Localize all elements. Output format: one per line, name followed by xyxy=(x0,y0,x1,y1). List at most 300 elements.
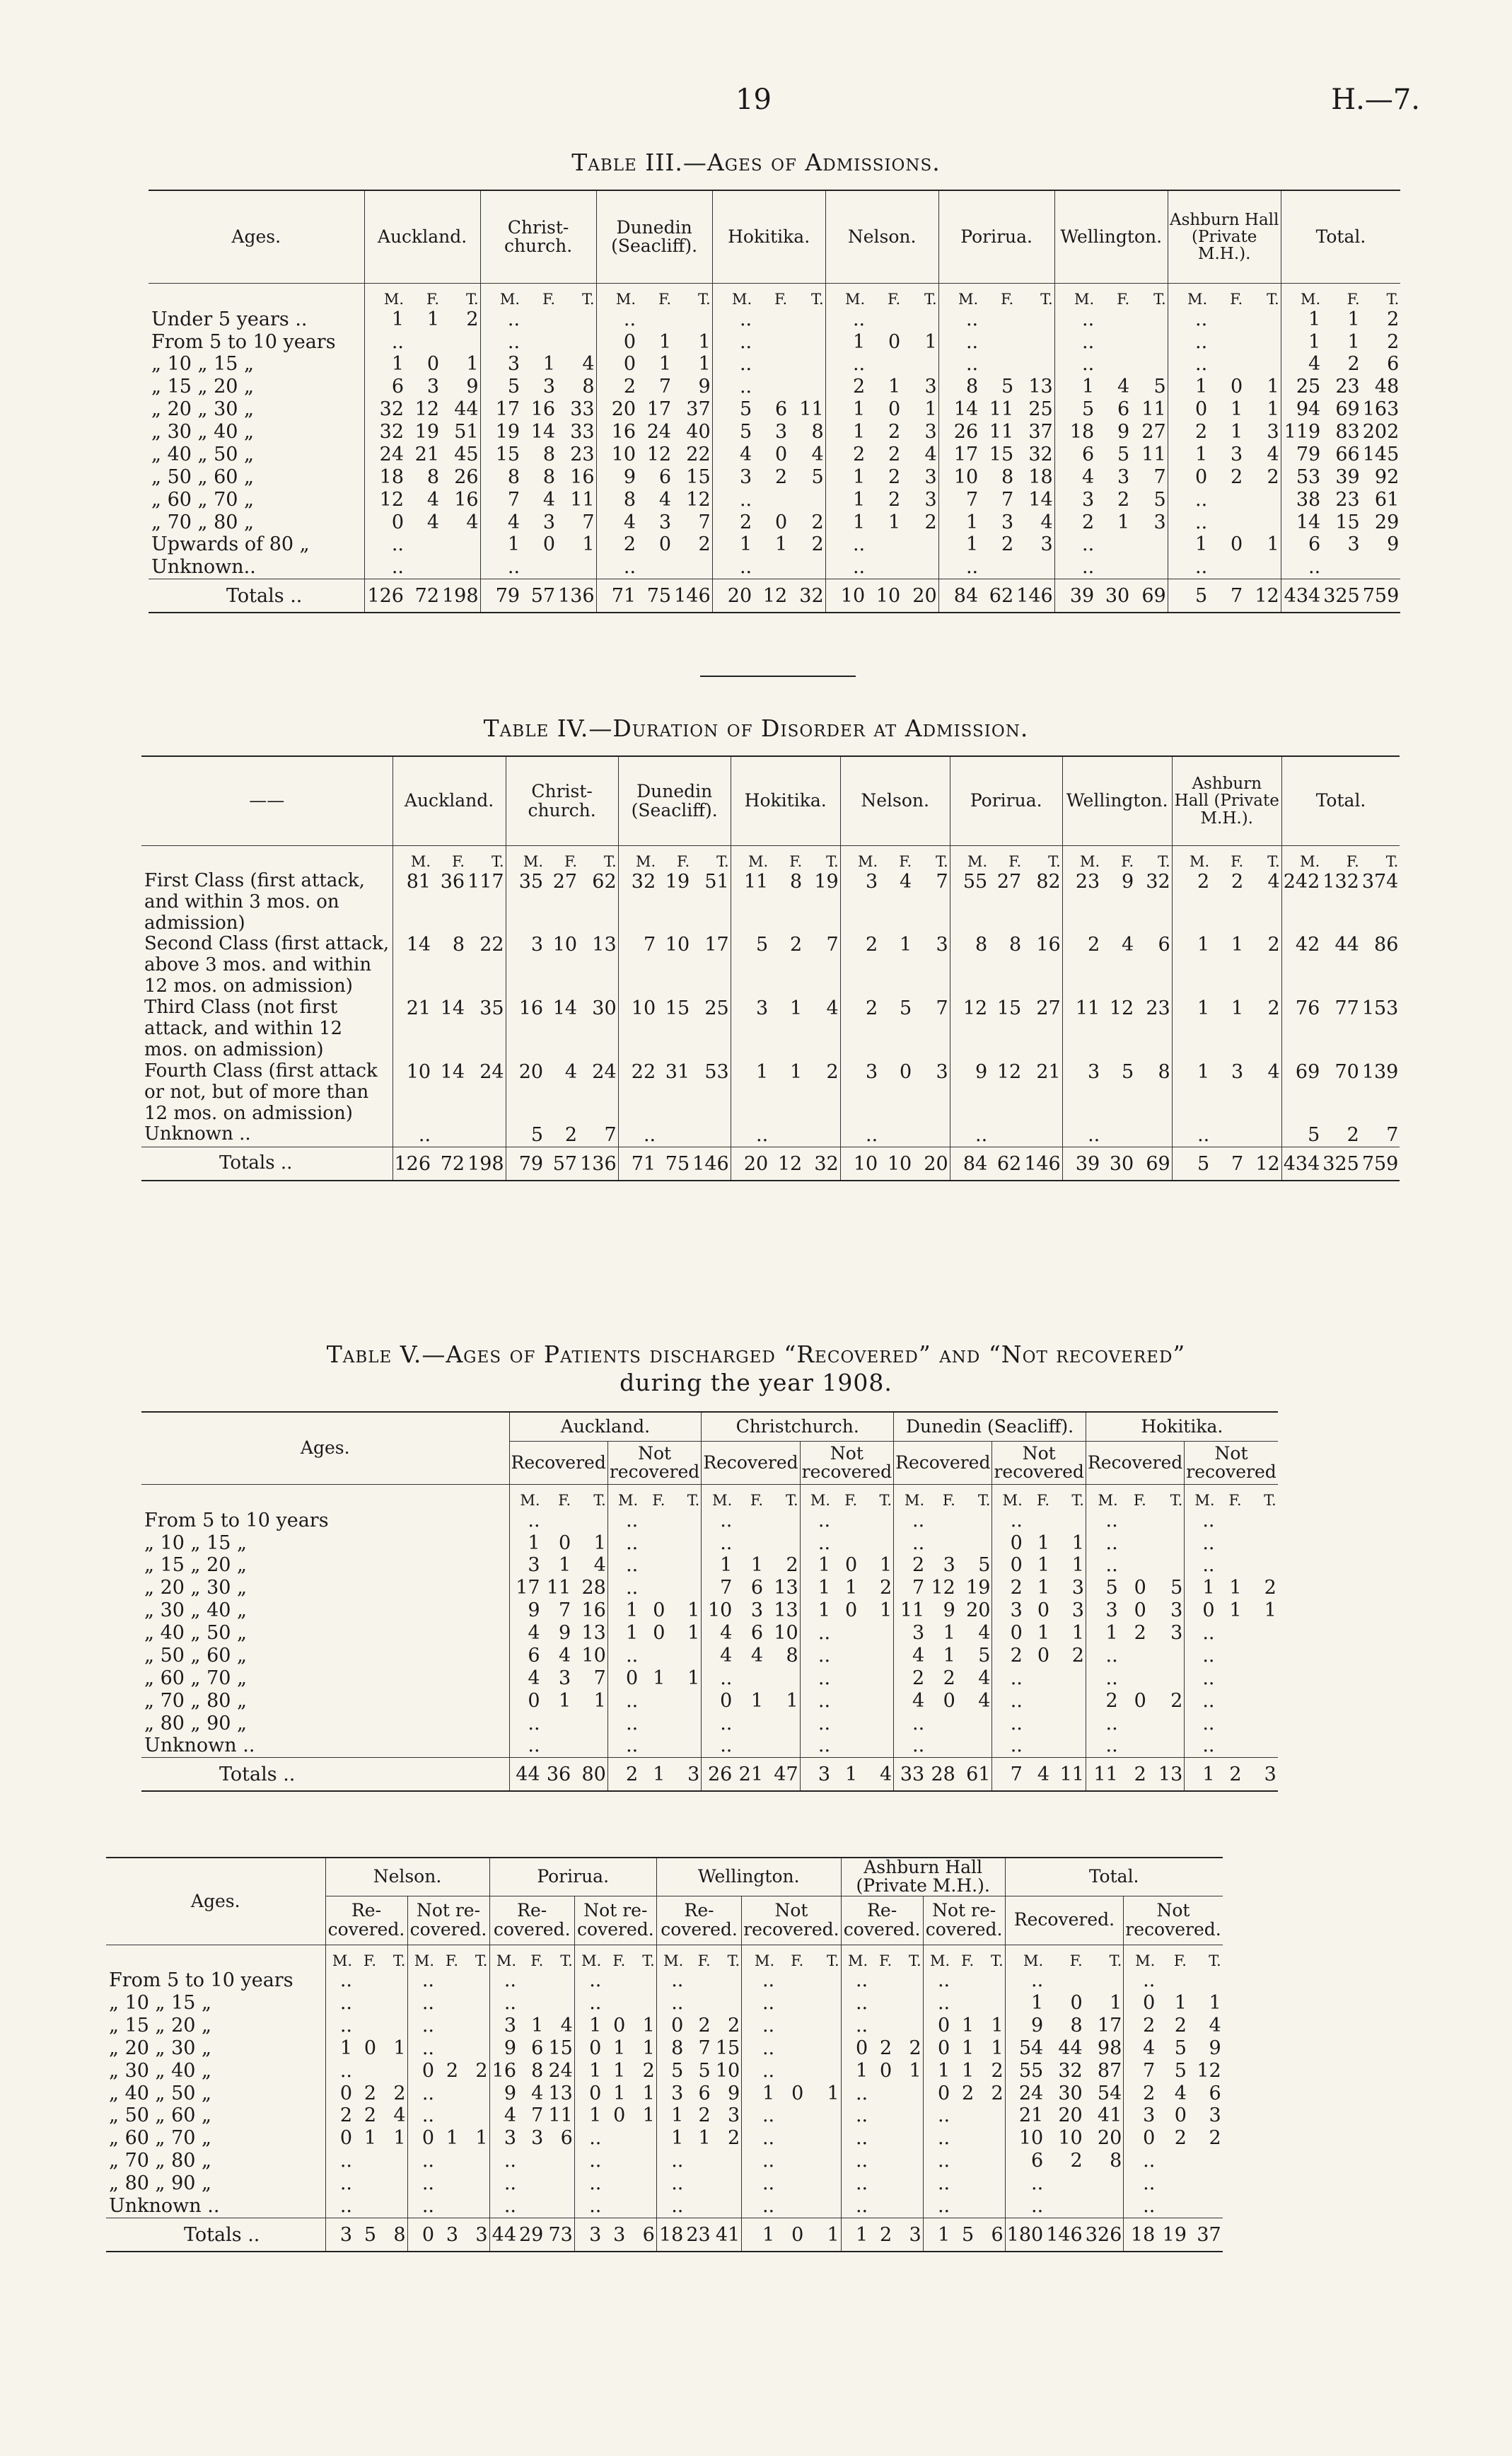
cell-value: 1 xyxy=(938,533,979,556)
cell-value: .. xyxy=(742,2015,776,2037)
cell-value: .. xyxy=(1054,353,1095,376)
cell-value xyxy=(789,556,825,579)
cell-value: .. xyxy=(325,1992,354,2015)
cell-value: 61 xyxy=(1374,488,1400,511)
cell-value: 1 xyxy=(923,2218,951,2251)
mft-label: F. xyxy=(1347,291,1360,308)
cell-value xyxy=(1015,308,1054,331)
corner-header: —— xyxy=(141,756,392,846)
cell-value: 1 xyxy=(1229,1599,1242,1622)
cell-value xyxy=(733,1667,764,1690)
totals-label: Totals .. xyxy=(149,579,364,613)
cell-value: 3 xyxy=(1040,533,1053,556)
cell-value: 0 xyxy=(653,1622,665,1645)
col-christchurch: Christ- church. xyxy=(506,756,618,846)
cell-value: 16 xyxy=(581,1599,606,1622)
cell-value: 2 xyxy=(1054,511,1095,534)
cell-value: 8 xyxy=(811,421,824,444)
cell-value: 4 xyxy=(894,1645,926,1667)
cell-value: 0 xyxy=(774,443,788,465)
cell-value: 11 xyxy=(548,2104,573,2127)
row-label: „ 60 „ 70 „ xyxy=(109,2127,212,2150)
cell-value: 12 xyxy=(1197,2059,1221,2082)
sub-not-recovered: Not recovered. xyxy=(742,1896,841,1945)
mft-label: F. xyxy=(1133,1492,1146,1509)
cell-value: 3 xyxy=(1086,1599,1119,1622)
cell-value xyxy=(1243,1510,1278,1532)
cell-value: .. xyxy=(407,1992,436,2015)
cell-value: 44 xyxy=(1058,2037,1083,2059)
cell-value: 0 xyxy=(923,2037,951,2060)
cell-value: .. xyxy=(1124,2195,1157,2218)
mft-header-row xyxy=(106,1945,1223,1969)
cell-value: 62 xyxy=(989,1147,1023,1181)
cell-value: 2 xyxy=(1347,353,1360,376)
cell-value: 1 xyxy=(698,353,711,376)
cell-value: 325 xyxy=(1322,579,1361,613)
cell-value: 146 xyxy=(691,1147,731,1181)
cell-value xyxy=(354,1969,378,1992)
cell-value xyxy=(1156,2150,1188,2172)
cell-value: .. xyxy=(938,353,979,376)
cell-value xyxy=(1120,1645,1148,1667)
cell-value: 5 xyxy=(1170,1577,1183,1599)
sub-recovered: Re- covered. xyxy=(656,1896,741,1945)
cell-value: 1 xyxy=(825,331,866,354)
cell-value xyxy=(666,1577,701,1599)
sub-recovered: Re- covered. xyxy=(841,1896,923,1945)
cell-value: 434 xyxy=(1281,1147,1321,1181)
cell-value: 1 xyxy=(961,2014,975,2037)
cell-value: 87 xyxy=(1097,2059,1122,2082)
cell-value: 8 xyxy=(596,489,637,511)
cell-value xyxy=(913,1124,950,1147)
row-label: From 5 to 10 years xyxy=(109,1969,293,1992)
cell-value xyxy=(354,1992,378,2015)
sub-recovered: Re- covered. xyxy=(489,1896,574,1945)
cell-value: 1 xyxy=(790,997,803,1020)
mft-label: F. xyxy=(961,1952,975,1969)
mft-label: F. xyxy=(1069,1952,1083,1969)
cell-value: .. xyxy=(894,1532,926,1555)
cell-value: .. xyxy=(656,2150,685,2172)
cell-value: 1 xyxy=(475,2127,488,2150)
col-hokitika: Hokitika. xyxy=(712,190,825,284)
cell-value: .. xyxy=(1086,1667,1119,1690)
cell-value: 33 xyxy=(570,421,595,444)
cell-value: 1 xyxy=(1071,1531,1084,1554)
cell-value: 1 xyxy=(909,2059,921,2082)
cell-value: 36 xyxy=(440,870,465,893)
cell-value xyxy=(1156,1969,1188,1992)
cell-value: .. xyxy=(1086,1734,1119,1757)
table-row xyxy=(141,1532,1278,1555)
cell-value: 0 xyxy=(1185,1599,1216,1622)
mft-label: M. xyxy=(938,284,979,308)
cell-value: 9 xyxy=(509,1599,542,1622)
cell-value xyxy=(776,2150,805,2172)
col-porirua: Porirua. xyxy=(938,190,1054,284)
mft-label: T. xyxy=(475,1952,488,1969)
mft-label: F. xyxy=(844,1492,858,1509)
cell-value: 9 xyxy=(698,376,711,398)
cell-value: 5 xyxy=(698,2059,711,2082)
cell-value: 2 xyxy=(1267,465,1279,488)
cell-value: 2 xyxy=(869,2218,893,2251)
cell-value: 26 xyxy=(938,421,979,444)
table-v-part-b xyxy=(106,1857,1223,2252)
mft-label: F. xyxy=(1230,291,1243,308)
cell-value: 3 xyxy=(924,465,937,488)
cell-value: 26 xyxy=(454,465,479,488)
cell-value xyxy=(436,2172,460,2195)
cell-value: 2 xyxy=(698,2104,711,2127)
cell-value xyxy=(1243,1532,1278,1555)
cell-value xyxy=(521,331,557,354)
cell-value: 3 xyxy=(800,1758,832,1791)
cell-value: 4 xyxy=(1209,2014,1221,2037)
cell-value: 1 xyxy=(1231,934,1244,956)
cell-value: .. xyxy=(1054,331,1095,354)
cell-value: 1 xyxy=(1117,511,1130,533)
table-row xyxy=(106,2037,1223,2060)
cell-value: .. xyxy=(574,1969,603,1992)
cell-value: .. xyxy=(841,2015,869,2037)
cell-value: .. xyxy=(596,308,637,331)
cell-value: 1 xyxy=(698,330,711,353)
cell-value: 1 xyxy=(888,511,901,533)
cell-value: 2 xyxy=(991,2082,1004,2104)
cell-value: 15 xyxy=(1335,511,1360,533)
cell-value xyxy=(957,1510,992,1532)
cell-value xyxy=(776,1969,805,1992)
cell-value xyxy=(639,1554,666,1577)
cell-value: 1 xyxy=(613,2037,626,2059)
cell-value: 4 xyxy=(924,443,937,465)
cell-value: 17 xyxy=(646,398,672,421)
cell-value: 36 xyxy=(542,1758,573,1791)
cell-value: 8 xyxy=(1110,2150,1122,2172)
cell-value: 2 xyxy=(992,1577,1024,1599)
cell-value: 6 xyxy=(531,2037,544,2059)
cell-value xyxy=(1216,1713,1243,1735)
row-label: „ 15 „ 20 „ xyxy=(144,1554,248,1577)
cell-value: 23 xyxy=(1062,871,1101,934)
cell-value: 3 xyxy=(460,2218,489,2251)
mft-label: M. xyxy=(712,284,753,308)
cell-value xyxy=(685,1969,711,1992)
cell-value: 4 xyxy=(702,1622,734,1645)
cell-value: 13 xyxy=(774,1577,798,1599)
cell-value xyxy=(859,1645,893,1667)
row-label: „ 70 „ 80 „ xyxy=(151,511,255,533)
cell-value: .. xyxy=(1185,1645,1216,1667)
cell-value: 2 xyxy=(1172,871,1211,934)
cell-value: 4 xyxy=(1267,1060,1280,1083)
cell-value: 1 xyxy=(825,421,866,444)
row-label: Unknown .. xyxy=(144,1734,255,1757)
cell-value: 0 xyxy=(845,1599,858,1622)
cell-value xyxy=(869,2150,893,2172)
cell-value xyxy=(805,2195,841,2218)
cell-value: 0 xyxy=(364,511,405,534)
cell-value: 1 xyxy=(639,1758,666,1791)
table-row xyxy=(141,1577,1278,1599)
cell-value: 3 xyxy=(506,934,545,997)
cell-value xyxy=(1361,556,1401,579)
cell-value: 4 xyxy=(489,2104,518,2127)
cell-value xyxy=(441,331,480,354)
cell-value: 3 xyxy=(666,1758,701,1791)
cell-value: 4 xyxy=(1117,376,1130,398)
totals-label: Totals .. xyxy=(141,1147,392,1181)
sub-not-recovered: Not recovered xyxy=(800,1442,893,1485)
col-wellington: Wellington. xyxy=(1054,190,1168,284)
cell-value: 15 xyxy=(665,997,690,1020)
cell-value: 3 xyxy=(1117,465,1130,488)
cell-value: 139 xyxy=(1361,1060,1399,1083)
cell-value: .. xyxy=(825,533,866,556)
cell-value: 9 xyxy=(1117,421,1130,444)
cell-value: 12 xyxy=(996,1060,1022,1083)
cell-value: 1 xyxy=(1185,1577,1216,1599)
cell-value xyxy=(1131,533,1168,556)
cell-value xyxy=(951,2195,975,2218)
cell-value: 61 xyxy=(957,1758,992,1791)
cell-value xyxy=(893,2172,923,2195)
cell-value: .. xyxy=(742,2037,776,2060)
cell-value: 1 xyxy=(1185,1758,1216,1791)
cell-value: 2 xyxy=(564,1124,578,1147)
cell-value xyxy=(879,1124,913,1147)
row-label: „ 80 „ 90 „ xyxy=(109,2172,212,2194)
cell-value: .. xyxy=(1172,1124,1211,1147)
cell-value: 17 xyxy=(1097,2014,1122,2037)
cell-value: .. xyxy=(938,308,979,331)
cell-value: 8 xyxy=(452,934,465,956)
cell-value: .. xyxy=(574,2127,603,2150)
cell-value: 0 xyxy=(1168,466,1209,489)
cell-value xyxy=(1131,556,1168,579)
mft-spacer xyxy=(106,1945,325,1969)
cell-value: 9 xyxy=(489,2037,518,2060)
mft-label: M. xyxy=(840,846,879,871)
cell-value: 8 xyxy=(542,443,556,465)
table-row xyxy=(141,1690,1278,1713)
cell-value: 76 xyxy=(1281,997,1321,1061)
cell-value xyxy=(1120,1554,1148,1577)
cell-value xyxy=(753,331,789,354)
cell-value xyxy=(979,308,1015,331)
mft-label: F. xyxy=(446,1952,458,1969)
cell-value: 0 xyxy=(992,1532,1024,1555)
cell-value: 19 xyxy=(966,1577,991,1599)
cell-value: 3 xyxy=(774,421,788,444)
mft-label: M. xyxy=(1054,284,1095,308)
cell-value: 1 xyxy=(800,1577,832,1599)
cell-value: 54 xyxy=(1097,2082,1122,2104)
cell-value: 2 xyxy=(1267,997,1280,1020)
cell-value: 25 xyxy=(1028,398,1053,421)
cell-value: 55 xyxy=(950,871,989,934)
cell-value: 1 xyxy=(364,353,405,376)
cell-value xyxy=(627,2150,656,2172)
cell-value: 1 xyxy=(786,1689,798,1712)
cell-value: 0 xyxy=(509,1690,542,1713)
cell-value: 62 xyxy=(592,870,617,893)
col-auckland: Auckland. xyxy=(392,756,506,846)
cell-value: 1 xyxy=(607,1599,639,1622)
col-auckland: Auckland. xyxy=(364,190,480,284)
cell-value: 22 xyxy=(686,443,711,465)
mft-label: M. xyxy=(618,846,657,871)
sub-not-recovered: Not re- covered. xyxy=(923,1896,1005,1945)
cell-value xyxy=(764,1532,800,1555)
mft-label: T. xyxy=(811,291,824,308)
cell-value: 1 xyxy=(845,1577,858,1599)
cell-value xyxy=(603,2127,627,2150)
cell-value xyxy=(1148,1713,1185,1735)
cell-value xyxy=(951,1969,975,1992)
cell-value: .. xyxy=(840,1124,879,1147)
cell-value xyxy=(436,1992,460,2015)
cell-value xyxy=(1209,556,1244,579)
cell-value: 3 xyxy=(325,2218,354,2251)
cell-value xyxy=(979,353,1015,376)
cell-value: 6 xyxy=(1054,444,1095,466)
cell-value xyxy=(1243,1690,1278,1713)
cell-value: .. xyxy=(325,1969,354,1992)
cell-value: 12 xyxy=(686,488,711,511)
cell-value: 0 xyxy=(888,330,901,353)
cell-value xyxy=(441,533,480,556)
table-row xyxy=(141,1645,1278,1667)
cell-value: 82 xyxy=(1036,870,1061,893)
cell-value: 39 xyxy=(1062,1147,1101,1181)
cell-value: 7 xyxy=(604,1124,617,1147)
cell-value xyxy=(1120,1713,1148,1735)
cell-value xyxy=(712,2172,742,2195)
cell-value: .. xyxy=(1185,1622,1216,1645)
cell-value xyxy=(627,2127,656,2150)
cell-value: 18 xyxy=(1124,2218,1157,2251)
cell-value: 1 xyxy=(1168,533,1209,556)
table-row xyxy=(149,533,1400,556)
table-row xyxy=(141,997,1400,1061)
cell-value: 9 xyxy=(1005,2015,1045,2037)
cell-value: 7 xyxy=(992,1758,1024,1791)
cell-value: 12 xyxy=(753,579,789,613)
row-label: „ 20 „ 30 „ xyxy=(109,2037,212,2059)
cell-value: 8 xyxy=(786,1644,798,1667)
cell-value xyxy=(405,331,441,354)
cell-value xyxy=(1131,308,1168,331)
cell-value: .. xyxy=(923,2150,951,2172)
mft-label: T. xyxy=(1158,853,1170,870)
cell-value: .. xyxy=(1168,331,1209,354)
cell-value: 25 xyxy=(704,997,729,1020)
cell-value: 1 xyxy=(1267,533,1279,556)
cell-value xyxy=(1243,1622,1278,1645)
cell-value xyxy=(764,1667,800,1690)
cell-value xyxy=(460,2037,489,2060)
cell-value: 326 xyxy=(1084,2218,1124,2251)
cell-value: 0 xyxy=(845,1554,858,1577)
cell-value xyxy=(1120,1667,1148,1690)
cell-value: 22 xyxy=(479,934,504,956)
cell-value xyxy=(866,556,902,579)
cell-value xyxy=(542,1510,573,1532)
cell-value: 5 xyxy=(480,376,521,398)
cell-value: 1 xyxy=(1209,1992,1221,2015)
cell-value: .. xyxy=(800,1645,832,1667)
col-wellington: Wellington. xyxy=(656,1858,841,1896)
cell-value: 47 xyxy=(764,1758,800,1791)
mft-label: F. xyxy=(750,1492,764,1509)
cell-value: 20 xyxy=(731,1147,769,1181)
cell-value: 3 xyxy=(924,488,937,511)
sub-not-recovered: Not recovered. xyxy=(1124,1896,1223,1945)
cell-value xyxy=(712,2150,742,2172)
cell-value xyxy=(893,1969,923,1992)
cell-value: 81 xyxy=(392,871,432,934)
cell-value: 20 xyxy=(506,1061,545,1125)
cell-value: 3 xyxy=(1170,1599,1183,1622)
cell-value xyxy=(378,2195,407,2218)
cell-value xyxy=(1243,1554,1278,1577)
cell-value: 0 xyxy=(923,2083,951,2105)
cell-value: 71 xyxy=(618,1147,657,1181)
cell-value xyxy=(557,556,596,579)
cell-value: 20 xyxy=(596,398,637,421)
cell-value: 11 xyxy=(1062,997,1101,1061)
cell-value: 4 xyxy=(894,1690,926,1713)
cell-value: 0 xyxy=(1124,1992,1157,2015)
cell-value: 4 xyxy=(564,1060,578,1083)
row-label: „ 40 „ 50 „ xyxy=(151,443,255,465)
cell-value: 14 xyxy=(440,1060,465,1083)
mft-label: F. xyxy=(1231,853,1244,870)
cell-value: 7 xyxy=(1124,2060,1157,2083)
cell-value: .. xyxy=(702,1734,734,1757)
table-v-part-a-block xyxy=(141,1411,1278,1792)
cell-value xyxy=(603,2150,627,2172)
cell-value: 4 xyxy=(712,444,753,466)
cell-value: 4 xyxy=(978,1667,991,1689)
mft-label: F. xyxy=(774,291,788,308)
cell-value: 1 xyxy=(1037,1622,1050,1645)
table-row xyxy=(106,2172,1223,2195)
cell-value: 0 xyxy=(607,1667,639,1690)
cell-value: 1 xyxy=(1172,934,1211,997)
cell-value: 8 xyxy=(542,465,556,488)
mft-label: F. xyxy=(1121,853,1134,870)
cell-value: .. xyxy=(800,1713,832,1735)
cell-value: 1 xyxy=(656,2104,685,2127)
cell-value xyxy=(1024,1713,1051,1735)
cell-value: 3 xyxy=(728,2104,740,2127)
cell-value: 5 xyxy=(1122,1060,1134,1083)
cell-value: 10 xyxy=(392,1061,432,1125)
cell-value: 4 xyxy=(466,511,479,533)
cell-value: 7 xyxy=(658,376,672,398)
mft-label: T. xyxy=(924,291,937,308)
cell-value: .. xyxy=(1086,1554,1119,1577)
cell-value: 0 xyxy=(574,2037,603,2060)
cell-value: 0 xyxy=(1037,1644,1050,1667)
table-v-subtitle: during the year 1908. xyxy=(620,1369,892,1396)
cell-value: 5 xyxy=(1153,488,1166,511)
